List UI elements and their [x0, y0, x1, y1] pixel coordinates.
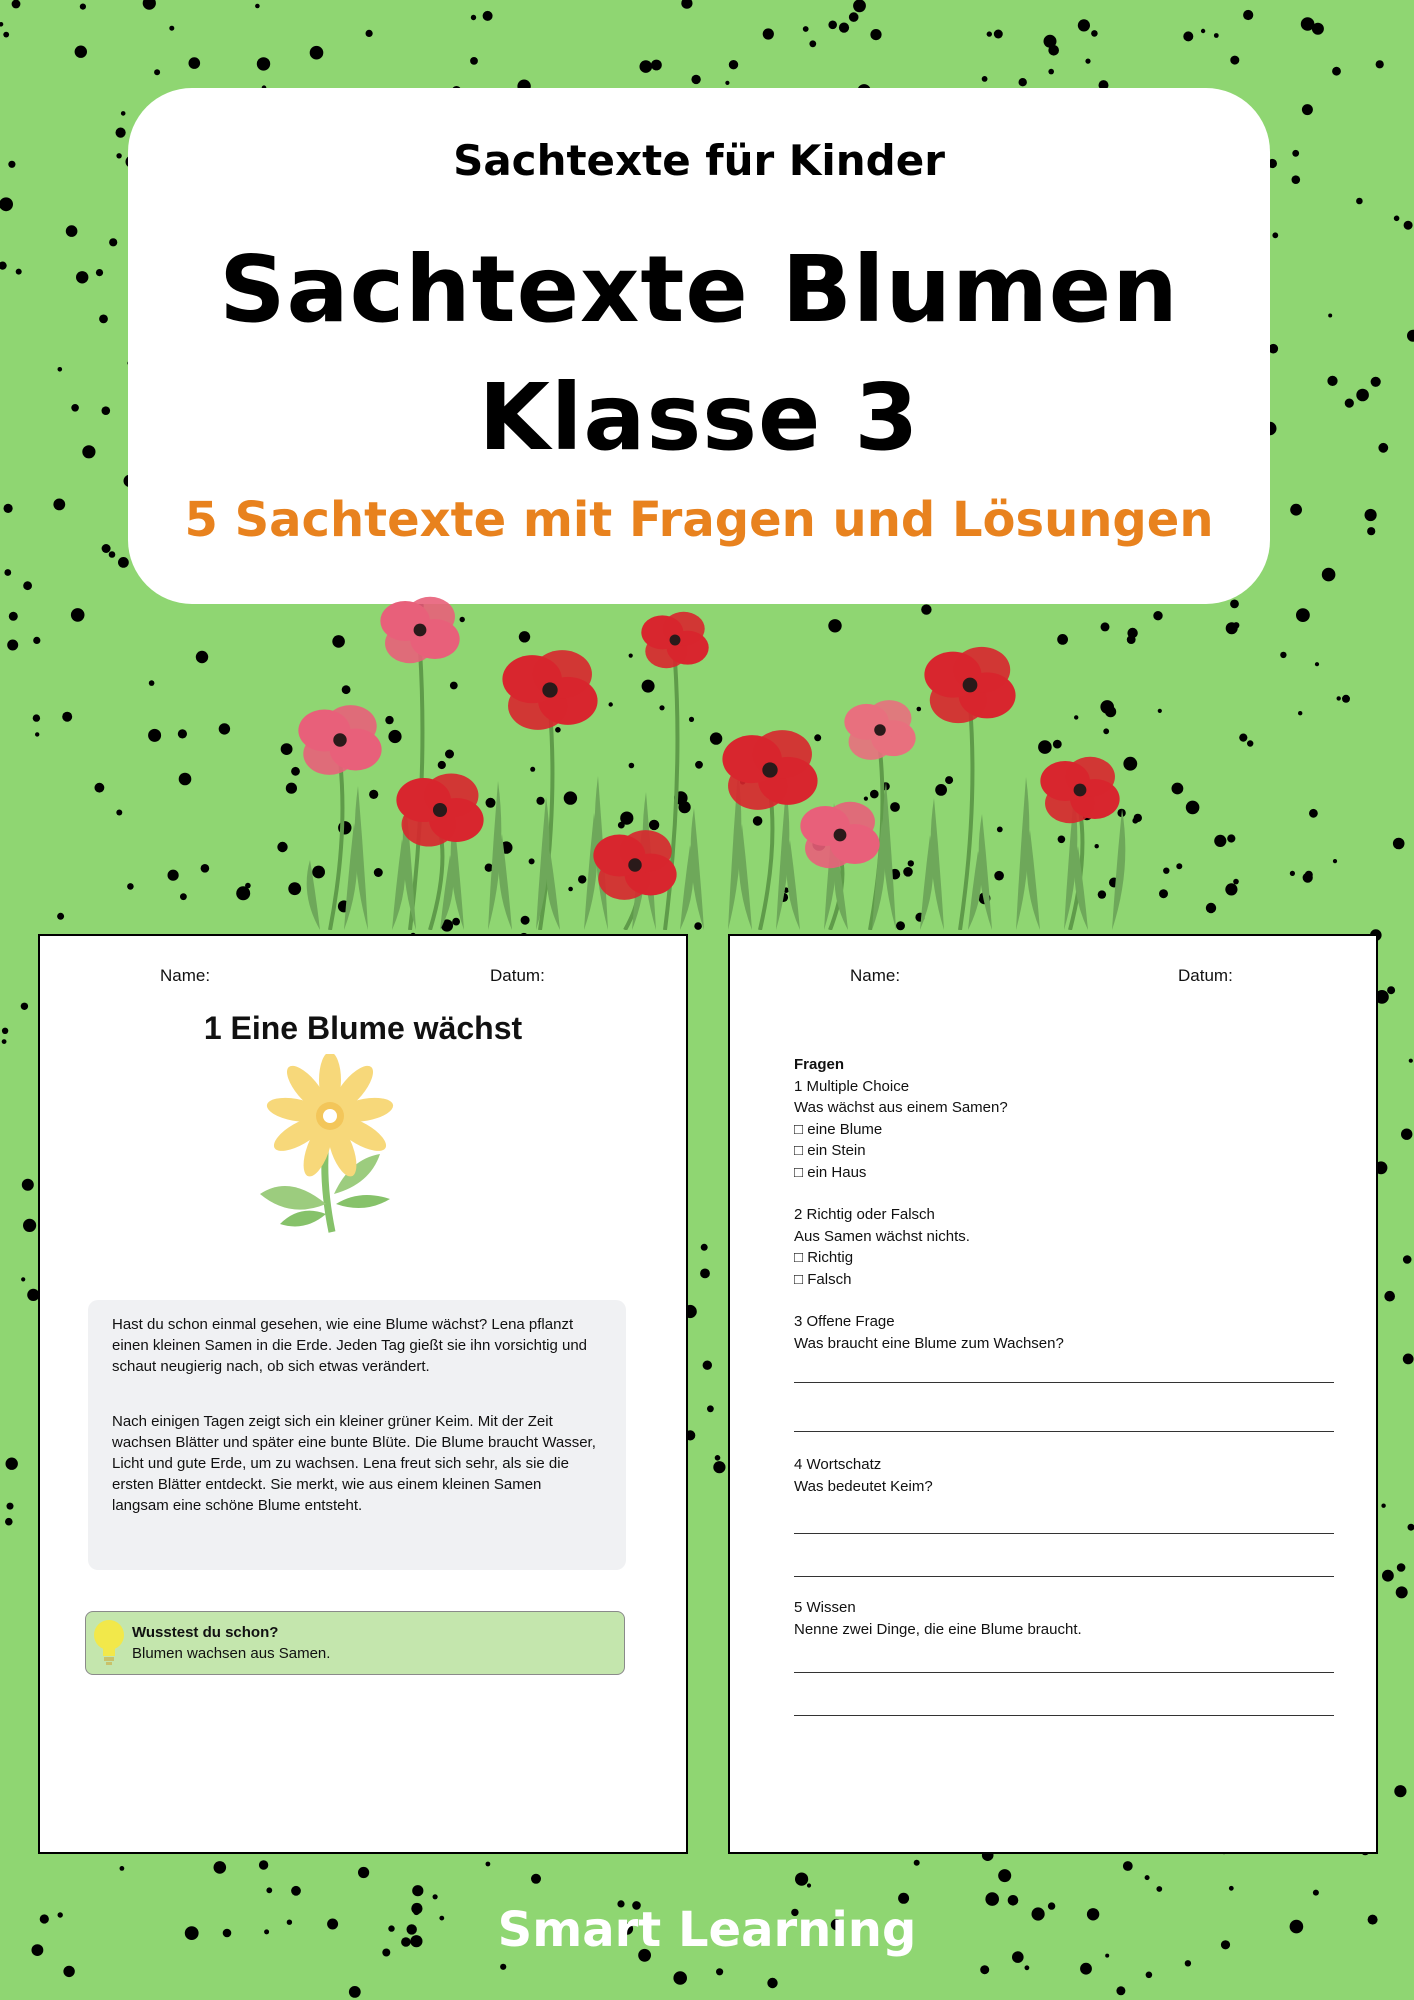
- brand-footer: Smart Learning: [497, 1902, 917, 1958]
- story-title: 1 Eine Blume wächst: [203, 1010, 523, 1046]
- q1-question: Was wächst aus einem Samen?: [794, 1099, 1008, 1116]
- header-subtitle: 5 Sachtexte mit Fragen und Lösungen: [184, 492, 1214, 548]
- name-label: Name:: [160, 966, 211, 985]
- fact-title: Wusstest du schon?: [132, 1624, 279, 1641]
- yellow-flower-illustration: [260, 1054, 400, 1234]
- date-label: Datum:: [490, 966, 545, 985]
- questions-heading: Fragen: [794, 1056, 845, 1073]
- q5-title: 5 Wissen: [794, 1599, 856, 1616]
- fact-box: [85, 1611, 625, 1675]
- fact-text: Blumen wachsen aus Samen.: [132, 1645, 331, 1662]
- questions-section: [794, 1054, 1334, 1716]
- q4-title: 4 Wortschatz: [794, 1456, 882, 1473]
- q3-question: Was braucht eine Blume zum Wachsen?: [794, 1334, 1064, 1352]
- q1-option-2[interactable]: □ ein Stein: [794, 1142, 866, 1159]
- q2-option-1[interactable]: □ Richtig: [794, 1249, 854, 1266]
- story-paragraph-1: Hast du schon einmal gesehen, wie eine Blume wächst? Lena pflanzt einen kleinen Samen in die Erde. Jeden Tag gießt sie ihn vorsichtig und schaut neugierig nach, ob sich etwas verändert.: [112, 1316, 588, 1375]
- header-kicker: Sachtexte für Kinder: [453, 136, 945, 185]
- q2-statement: Aus Samen wächst nichts.: [794, 1227, 970, 1245]
- q1-option-3[interactable]: □ ein Haus: [794, 1163, 867, 1181]
- q1-option-1[interactable]: □ eine Blume: [794, 1120, 883, 1138]
- q2-option-2[interactable]: □ Falsch: [794, 1270, 852, 1288]
- q4-question: Was bedeutet Keim?: [794, 1477, 933, 1495]
- poppy-flowers-illustration: [280, 580, 1140, 930]
- header-title-line2: Klasse 3: [478, 364, 920, 471]
- story-text-box: [88, 1300, 626, 1570]
- q2-title: 2 Richtig oder Falsch: [794, 1206, 935, 1223]
- answer-line[interactable]: [794, 1715, 1334, 1716]
- header-title-line1: Sachtexte Blumen: [219, 236, 1179, 343]
- q3-title: 3 Offene Frage: [794, 1313, 895, 1330]
- header-card: [128, 88, 1270, 604]
- story-paragraph-2: Nach einigen Tagen zeigt sich ein kleiner grüner Keim. Mit der Zeit wachsen Blätter und später eine bunte Blüte. Die Blume braucht Wasser, Licht und gute Erde, um zu wachsen. Lena freut sich sehr, als sie die ersten Blätter entdeckt. Sie merkt, wie aus einem kleinen Samen langsam eine schöne Blume entsteht.: [112, 1413, 596, 1514]
- date-label: Datum:: [1178, 966, 1233, 985]
- worksheet-preview-questions: [728, 934, 1378, 1854]
- name-label: Name:: [850, 966, 901, 985]
- q5-question: Nenne zwei Dinge, die eine Blume braucht.: [794, 1620, 1082, 1638]
- lightbulb-icon: [92, 1618, 126, 1668]
- worksheet-preview-story: [38, 934, 688, 1854]
- q1-title: 1 Multiple Choice: [794, 1077, 910, 1095]
